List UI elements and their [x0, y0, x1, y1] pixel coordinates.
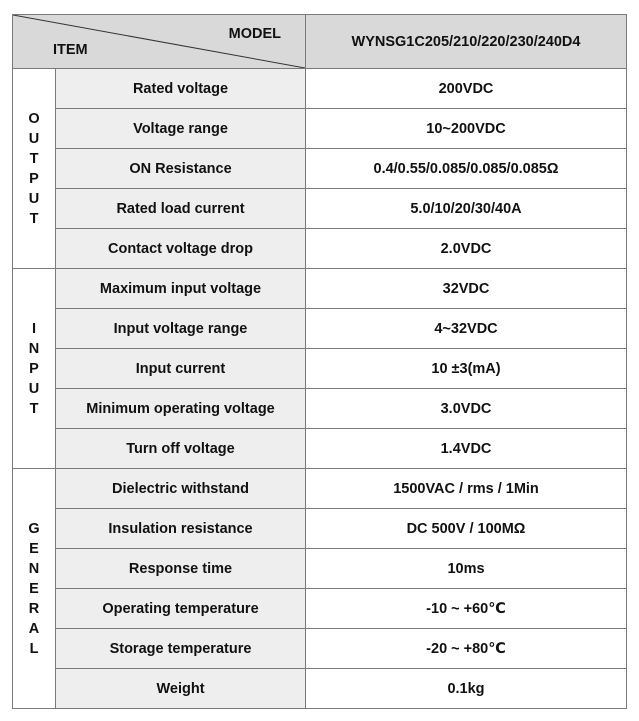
item-label: Rated voltage — [56, 69, 306, 109]
group-label-text — [28, 519, 39, 659]
item-value: 0.1kg — [306, 669, 627, 709]
spec-table-body — [13, 15, 627, 709]
group-letter: T — [29, 150, 39, 167]
group-letter: N — [28, 560, 40, 577]
item-value: 3.0VDC — [306, 389, 627, 429]
group-letter: G — [28, 520, 40, 537]
group-letter: T — [29, 210, 39, 227]
item-value: 10ms — [306, 549, 627, 589]
item-label: Contact voltage drop — [56, 229, 306, 269]
spec-row — [13, 469, 627, 509]
group-letter: I — [31, 320, 36, 337]
item-value: 10~200VDC — [306, 109, 627, 149]
item-label: Voltage range — [56, 109, 306, 149]
item-label: Insulation resistance — [56, 509, 306, 549]
item-label: Maximum input voltage — [56, 269, 306, 309]
header-row — [13, 15, 627, 69]
spec-row — [13, 549, 627, 589]
spec-row — [13, 229, 627, 269]
item-label: Response time — [56, 549, 306, 589]
header-corner-cell — [13, 15, 306, 69]
group-label-output — [13, 69, 56, 269]
item-label: Rated load current — [56, 189, 306, 229]
item-label: Dielectric withstand — [56, 469, 306, 509]
group-label-text — [29, 319, 39, 419]
item-value: 32VDC — [306, 269, 627, 309]
spec-row — [13, 309, 627, 349]
group-letter: T — [29, 400, 39, 417]
item-value: 4~32VDC — [306, 309, 627, 349]
item-label: Input voltage range — [56, 309, 306, 349]
item-value: -20 ~ +80℃ — [306, 629, 627, 669]
spec-row — [13, 349, 627, 389]
item-label: Operating temperature — [56, 589, 306, 629]
spec-row — [13, 509, 627, 549]
spec-row — [13, 189, 627, 229]
item-label: ON Resistance — [56, 149, 306, 189]
group-letter: U — [28, 190, 40, 207]
group-letter: N — [28, 340, 40, 357]
model-header-label: MODEL — [228, 26, 281, 42]
spec-row — [13, 589, 627, 629]
item-value: 10 ±3(mA) — [306, 349, 627, 389]
item-label: Minimum operating voltage — [56, 389, 306, 429]
spec-row — [13, 69, 627, 109]
model-value: WYNSG1C205/210/220/230/240D4 — [306, 15, 627, 69]
item-label: Input current — [56, 349, 306, 389]
item-value: 0.4/0.55/0.085/0.085/0.085Ω — [306, 149, 627, 189]
item-value: -10 ~ +60℃ — [306, 589, 627, 629]
item-value: DC 500V / 100MΩ — [306, 509, 627, 549]
item-label: Weight — [56, 669, 306, 709]
group-label-general — [13, 469, 56, 709]
group-letter: R — [28, 600, 40, 617]
group-letter: L — [29, 640, 39, 657]
group-letter: E — [29, 580, 39, 597]
spec-row — [13, 429, 627, 469]
item-value: 2.0VDC — [306, 229, 627, 269]
spec-row — [13, 109, 627, 149]
spec-row — [13, 629, 627, 669]
item-label: Turn off voltage — [56, 429, 306, 469]
group-letter: P — [29, 170, 39, 187]
group-letter: U — [28, 380, 40, 397]
item-value: 200VDC — [306, 69, 627, 109]
group-label-input — [13, 269, 56, 469]
spec-row — [13, 669, 627, 709]
item-value: 1500VAC / rms / 1Min — [306, 469, 627, 509]
item-label: Storage temperature — [56, 629, 306, 669]
item-header-label: ITEM — [53, 42, 88, 58]
group-letter: P — [29, 360, 39, 377]
spec-table — [12, 14, 627, 709]
spec-row — [13, 389, 627, 429]
item-value: 1.4VDC — [306, 429, 627, 469]
item-value: 5.0/10/20/30/40A — [306, 189, 627, 229]
group-letter: E — [29, 540, 39, 557]
group-letter: O — [28, 110, 40, 127]
spec-row — [13, 149, 627, 189]
spec-row — [13, 269, 627, 309]
group-letter: U — [28, 130, 40, 147]
group-letter: A — [28, 620, 40, 637]
group-label-text — [28, 109, 39, 229]
